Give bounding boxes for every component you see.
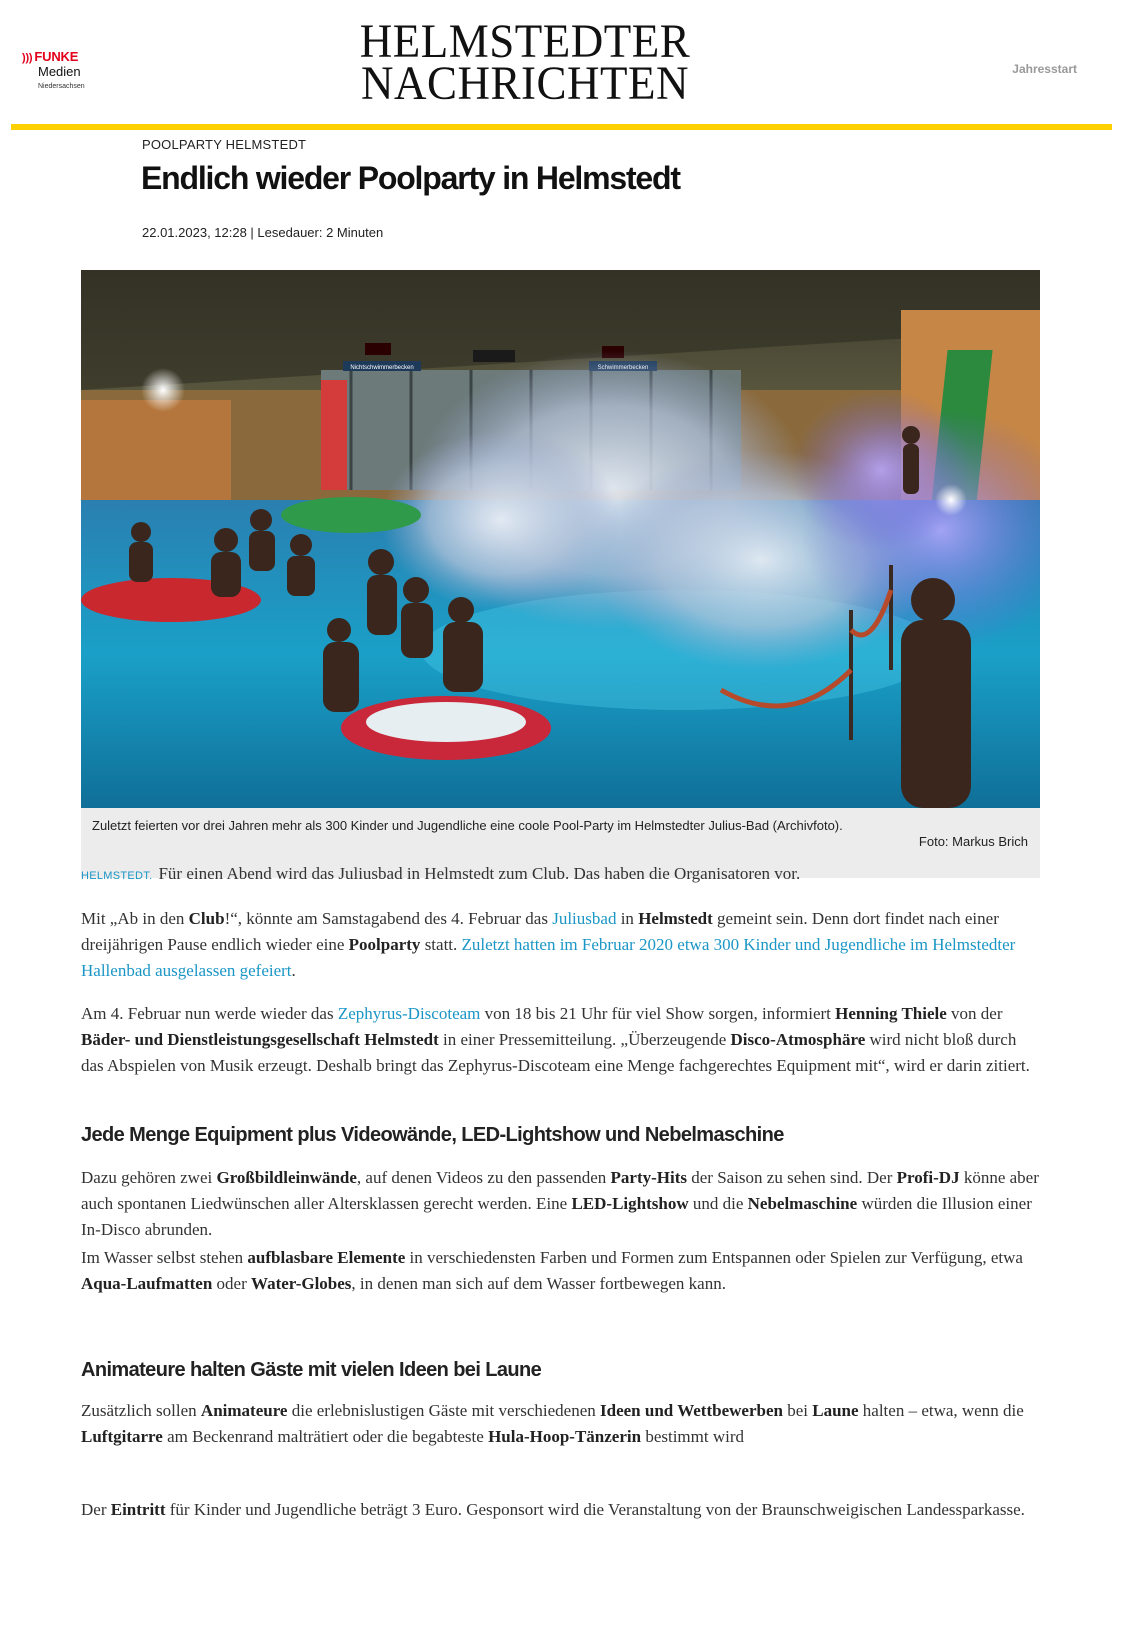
publisher-name: Medien bbox=[38, 64, 81, 79]
lead-paragraph: HELMSTEDT. Für einen Abend wird das Juliusbad in Helmstedt zum Club. Das haben die Organisatoren vor. bbox=[81, 864, 801, 883]
pool-party-illustration bbox=[81, 270, 1040, 808]
article-kicker: POOLPARTY HELMSTEDT bbox=[142, 137, 307, 152]
sign-nichtschwimmer: Nichtschwimmerbecken bbox=[350, 365, 414, 371]
subhead-equipment: Jede Menge Equipment plus Videowände, LED-Lightshow und Nebelmaschine bbox=[81, 1124, 784, 1146]
image-credit: Foto: Markus Brich bbox=[918, 834, 1028, 849]
site-header bbox=[0, 0, 1121, 130]
masthead-logo[interactable] bbox=[290, 14, 760, 110]
masthead-line2: NACHRICHTEN bbox=[361, 56, 689, 110]
masthead-line1: HELMSTEDTER bbox=[359, 14, 691, 68]
paragraph-6: Zusätzlich sollen Animateure die erlebnislustigen Gäste mit verschiedenen Ideen und Wettbewerben bei Laune halten – etwa, wenn die Luftgitarre am Beckenrand malträtiert oder die begabteste Hula-Hoop-Tänzerin bestimmt wird bbox=[81, 1401, 1024, 1446]
dateline: HELMSTEDT. bbox=[81, 870, 153, 882]
article-title: Endlich wieder Poolparty in Helmstedt bbox=[141, 160, 680, 196]
link-zephyrus-discoteam[interactable]: Zephyrus-Discoteam bbox=[337, 1004, 481, 1023]
paragraph-5: Im Wasser selbst stehen aufblasbare Elemente in verschiedensten Farben und Formen zum Entspannen oder Spielen zur Verfügung, etwa Aqua-Laufmatten oder Water-Globes, in denen man sich auf dem Wasser fortbewegen kann. bbox=[81, 1248, 1023, 1293]
subhead-animateure: Animateure halten Gäste mit vielen Ideen bei Laune bbox=[81, 1359, 542, 1381]
jahresstart-link[interactable]: Jahresstart bbox=[1012, 62, 1077, 76]
paragraph-3: Am 4. Februar nun werde wieder das Zephyrus-Discoteam von 18 bis 21 Uhr für viel Show sorgen, informiert Henning Thiele von der Bäder- und Dienstleistungsgesellschaft Helmstedt in einer Pressemitteilung. „Überzeugende Disco-Atmosphäre wird nicht bloß durch das Abspielen von Musik erzeugt. Deshalb bringt das Zephyrus-Discoteam eine Menge fachgerechtes Equipment mit“, wird er darin zitiert. bbox=[81, 1004, 1030, 1075]
publisher-brand: FUNKE bbox=[34, 49, 79, 64]
funke-arrows-icon: ))) bbox=[22, 52, 33, 64]
publisher-logo[interactable] bbox=[22, 50, 112, 100]
paragraph-7: Der Eintritt für Kinder und Jugendliche beträgt 3 Euro. Gesponsort wird die Veranstaltung von der Braunschweigischen Landessparkasse. bbox=[81, 1500, 1025, 1519]
article-photo[interactable] bbox=[81, 270, 1040, 808]
article-meta: 22.01.2023, 12:28 | Lesedauer: 2 Minuten bbox=[142, 225, 384, 240]
publisher-region: Niedersachsen bbox=[38, 83, 85, 90]
paragraph-2: Mit „Ab in den Club!“, könnte am Samstagabend des 4. Februar das Juliusbad in Helmstedt gemeint sein. Denn dort findet nach einer dreijährigen Pause endlich wieder eine Poolparty statt. Zuletzt hatten im Februar 2020 etwa 300 Kinder und Jugendliche im Helmstedter Hallenbad ausgelassen gefeiert. bbox=[81, 909, 1016, 980]
image-caption: Zuletzt feierten vor drei Jahren mehr als 300 Kinder und Jugendliche eine coole Pool-Party im Helmstedter Julius-Bad (Archivfoto). bbox=[92, 818, 843, 833]
header-divider bbox=[11, 124, 1112, 130]
link-juliusbad[interactable]: Juliusbad bbox=[552, 909, 617, 928]
link-poolparty-2020[interactable]: Zuletzt hatten im Februar 2020 etwa 300 Kinder und Jugendliche im Helmstedter Hallenbad ausgelassen gefeiert bbox=[81, 935, 1016, 980]
article-figure bbox=[81, 270, 1040, 878]
paragraph-4: Dazu gehören zwei Großbildleinwände, auf denen Videos zu den passenden Party-Hits der Saison zu sehen sind. Der Profi-DJ könne aber auch spontanen Liedwünschen aller Altersklassen gerecht werden. Eine LED-Lightshow und die Nebelmaschine würden die Illusion einer In-Disco abrunden. bbox=[81, 1168, 1039, 1239]
